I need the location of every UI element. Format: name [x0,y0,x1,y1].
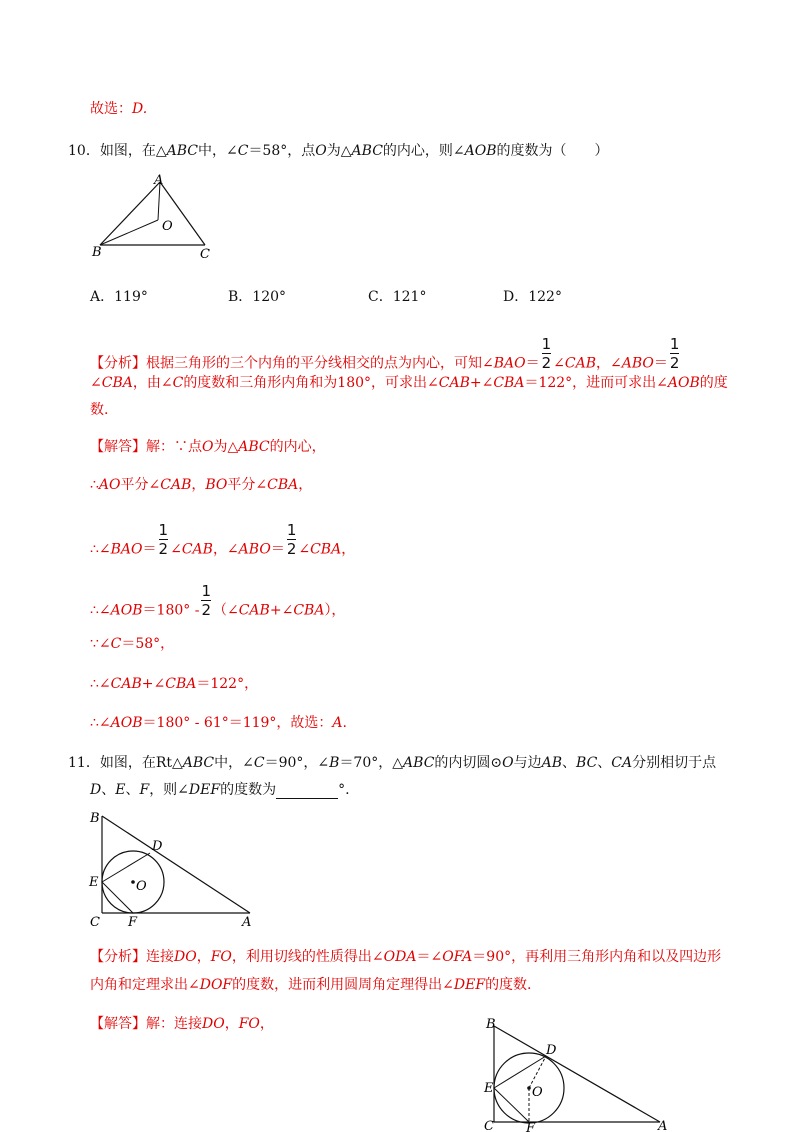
stem-text: 、 [125,782,140,798]
analysis-text: ＝90°，再利用三角形内角和以及四边形 [472,949,722,965]
frac-num: 1 [158,521,169,539]
analysis-text: ，利用切线的性质得出∠ [231,949,384,965]
solution-text: ＝ [142,541,157,558]
q10-solution-line2 [90,474,312,494]
solution-math: CBA [293,602,325,619]
analysis-math: DOF [199,977,233,993]
solution-text: ∴∠ [90,602,111,619]
solution-text: ＝122°， [196,676,259,692]
stem-math: BC [576,755,598,771]
stem-text: °. [338,782,350,798]
solution-text: ＝ [270,541,285,558]
analysis-math: OFA [442,949,473,965]
answer-prefix: 故选： [90,101,132,117]
stem-math: O [502,755,514,771]
label-f: F [526,1121,536,1132]
stem-math: DEF [188,782,221,798]
analysis-text: ， [196,949,211,965]
solution-math: BAO [110,541,143,558]
solution-text: ， [298,477,313,493]
analysis-math: AOB [667,375,700,391]
analysis-text: 根据三角形的三个内角的平分线相交的点为内心，可知∠ [146,355,494,372]
stem-text: ，则∠ [149,782,189,798]
stem-text: 、 [562,755,577,771]
solution-math: FO [238,1016,260,1032]
solution-tag: 【解答】 [90,439,146,455]
solution-math: CAB [160,477,192,493]
analysis-text: ＝ [525,355,540,372]
solution-math: AOB [110,715,143,731]
q10-stem [68,140,609,160]
solution-text: 平分∠ [227,477,268,493]
solution-math: BO [205,477,228,493]
solution-text: 解：∵点 [146,439,202,455]
stem-math: C [237,143,249,159]
answer-value: D. [132,101,148,117]
solution-math: AO [98,477,121,493]
solution-text: ， [341,541,356,558]
label-e: E [484,1081,494,1096]
stem-math: ABC [182,755,215,771]
frac-den: 2 [158,540,169,558]
q11-stem-line2 [90,779,350,799]
analysis-math: ABO [621,355,654,372]
solution-tag: 【解答】 [90,1016,146,1032]
solution-text: ∴∠ [90,715,111,731]
analysis-math: BAO [493,355,526,372]
solution-text: ∴∠ [90,676,111,692]
stem-text: 的度数为（ ） [496,143,609,159]
solution-math: ABC [238,439,270,455]
solution-text: ∴∠ [90,541,111,558]
stem-text: 为△ [326,143,352,159]
stem-math: F [139,782,150,798]
solution-math: AOB [110,602,143,619]
q10-solution-line3 [90,521,356,568]
fraction-one-half [201,582,211,619]
analysis-math: FO [210,949,232,965]
analysis-tag: 【分析】 [90,949,146,965]
analysis-text: ＝122°，进而可求出∠ [524,375,668,391]
label-b: B [92,245,102,260]
stem-text: 、 [597,755,612,771]
solution-text: . [342,715,347,731]
solution-math: DO [202,1016,225,1032]
option-value: 119° [114,289,148,305]
solution-math: ABO [238,541,271,558]
question-number: 10． [68,143,100,159]
stem-math: B [329,755,340,771]
solution-text: ， [259,1016,274,1032]
stem-math: ABC [351,143,383,159]
analysis-text: ，∠ [596,355,622,372]
stem-math: D [90,782,102,798]
frac-den: 2 [541,354,552,372]
solution-text: ）， [324,602,346,619]
analysis-text: 的度数和三角形内角和为180°，可求出∠ [183,375,439,391]
solution-text: 解：连接 [146,1016,202,1032]
stem-text: 如图，在△ [99,143,167,159]
stem-text: 、 [101,782,116,798]
analysis-math: CAB [564,355,597,372]
label-c: C [484,1119,494,1132]
stem-text: ＝70°，△ [339,755,404,771]
q11-solution-figure [482,1016,672,1132]
option-key: C． [368,289,393,305]
q11-analysis-line2 [90,974,532,994]
frac-num: 1 [286,521,297,539]
fraction-one-half [159,521,169,558]
q10-solution-line6 [90,673,258,693]
q11-solution-line1 [90,1013,274,1033]
stem-text: 中，∠ [197,143,238,159]
q11-stem-line1 [68,752,716,772]
stem-math: ABC [403,755,435,771]
analysis-text: 内角和定理求出∠ [90,977,200,993]
analysis-text: 的度数，进而利用圆周角定理得出∠ [232,977,454,993]
analysis-text: ，由∠ [132,375,173,391]
option-c [368,286,426,306]
label-f: F [128,915,138,930]
solution-text: +∠ [269,602,294,619]
analysis-math: ODA [383,949,417,965]
label-b: B [90,811,100,826]
solution-math: CAB [238,602,270,619]
option-key: B． [228,289,253,305]
label-e: E [89,875,99,890]
analysis-tag: 【分析】 [90,355,146,372]
q10-solution-line4 [90,582,346,629]
frac-den: 2 [286,540,297,558]
solution-text: 为△ [213,439,239,455]
frac-den: 2 [669,354,680,372]
q10-analysis-line3: 数. [90,402,109,418]
q10-analysis-line2 [90,372,728,392]
question-number: 11． [68,755,100,771]
solution-math: CBA [310,541,342,558]
stem-text: 中，∠ [214,755,254,771]
analysis-text: 连接 [146,949,174,965]
solution-text: （∠ [212,602,239,619]
solution-text: ＝180° - [142,602,200,619]
solution-text: ＝58°， [121,636,175,652]
analysis-math: CAB+∠CBA [438,375,525,391]
fraction-one-half [542,335,552,372]
label-a: A [658,1119,668,1132]
stem-text: 的内切圆⊙ [434,755,503,771]
stem-text: 的度数为 [220,782,277,798]
label-o: O [136,879,147,894]
label-b: B [486,1017,496,1032]
analysis-math: DO [174,949,197,965]
solution-math: CBA [165,676,197,692]
solution-text: ，∠ [212,541,239,558]
stem-text: ＝90°，∠ [264,755,330,771]
solution-text: ， [224,1016,239,1032]
solution-math: A [332,715,343,731]
q10-triangle-figure [90,172,220,264]
analysis-text: ＝∠ [416,949,443,965]
frac-num: 1 [669,335,680,353]
label-a: A [154,173,164,188]
label-o: O [532,1085,543,1100]
solution-math: CBA [267,477,299,493]
option-key: A． [90,289,115,305]
answer-blank[interactable] [276,784,338,799]
fraction-one-half [287,521,297,558]
label-c: C [90,915,100,930]
frac-num: 1 [201,582,211,600]
solution-text: ， [191,477,206,493]
solution-math: C [110,636,122,652]
solution-text: ∠ [170,541,182,558]
analysis-text: ∠ [90,375,102,391]
frac-num: 1 [541,335,552,353]
q10-solution-line5 [90,633,174,653]
stem-math: AOB [464,143,497,159]
option-key: D． [503,289,529,305]
solution-text: 平分∠ [120,477,161,493]
option-value: 121° [392,289,427,305]
solution-text: ＝180° - 61°＝119°，故选： [142,715,333,731]
stem-math: O [315,143,327,159]
option-a [90,286,148,306]
stem-text: 分别相切于点 [632,755,717,771]
previous-answer [90,98,147,118]
label-a: A [242,915,252,930]
stem-text: 的内心，则∠ [382,143,465,159]
solution-text: 的内心， [269,439,326,455]
stem-math: C [253,755,265,771]
q11-incircle-figure [88,810,258,930]
stem-text: 与边 [513,755,542,771]
analysis-text: 的度 [699,375,728,391]
q10-analysis-line1: 【分析】根据三角形的三个内角的平分线相交的点为内心，可知∠BAO＝ $\frac{1}{2}$ ∠CAB，∠ABO＝ $\frac{1}{2}$ [90,335,680,372]
stem-math: CA [611,755,633,771]
stem-math: ABC [166,143,198,159]
solution-math: O [202,439,214,455]
option-d [503,286,562,306]
frac-den: 2 [201,601,211,619]
q10-solution-line1 [90,436,326,456]
option-value: 120° [252,289,287,305]
analysis-text: ＝ [653,355,668,372]
analysis-math: DEF [453,977,486,993]
solution-text: ∠ [298,541,311,558]
analysis-text: 的度数. [485,977,532,993]
label-d: D [152,839,163,854]
stem-text: ＝58°，点 [248,143,316,159]
label-d: D [546,1043,557,1058]
analysis-math: CBA [101,375,133,391]
stem-text: 如图，在Rt△ [99,755,183,771]
fraction-one-half [670,335,680,372]
solution-math: CAB [181,541,213,558]
solution-text: ∴ [90,477,99,493]
q11-analysis-line1 [90,946,721,966]
solution-math: CAB [110,676,142,692]
solution-text: +∠ [141,676,166,692]
analysis-math: C [172,375,184,391]
q10-solution-line7 [90,712,347,732]
label-o: O [162,219,173,234]
stem-math: AB [541,755,563,771]
option-value: 122° [528,289,562,305]
label-c: C [200,247,210,262]
stem-math: E [115,782,126,798]
option-b [228,286,286,306]
solution-text: ∵∠ [90,636,111,652]
